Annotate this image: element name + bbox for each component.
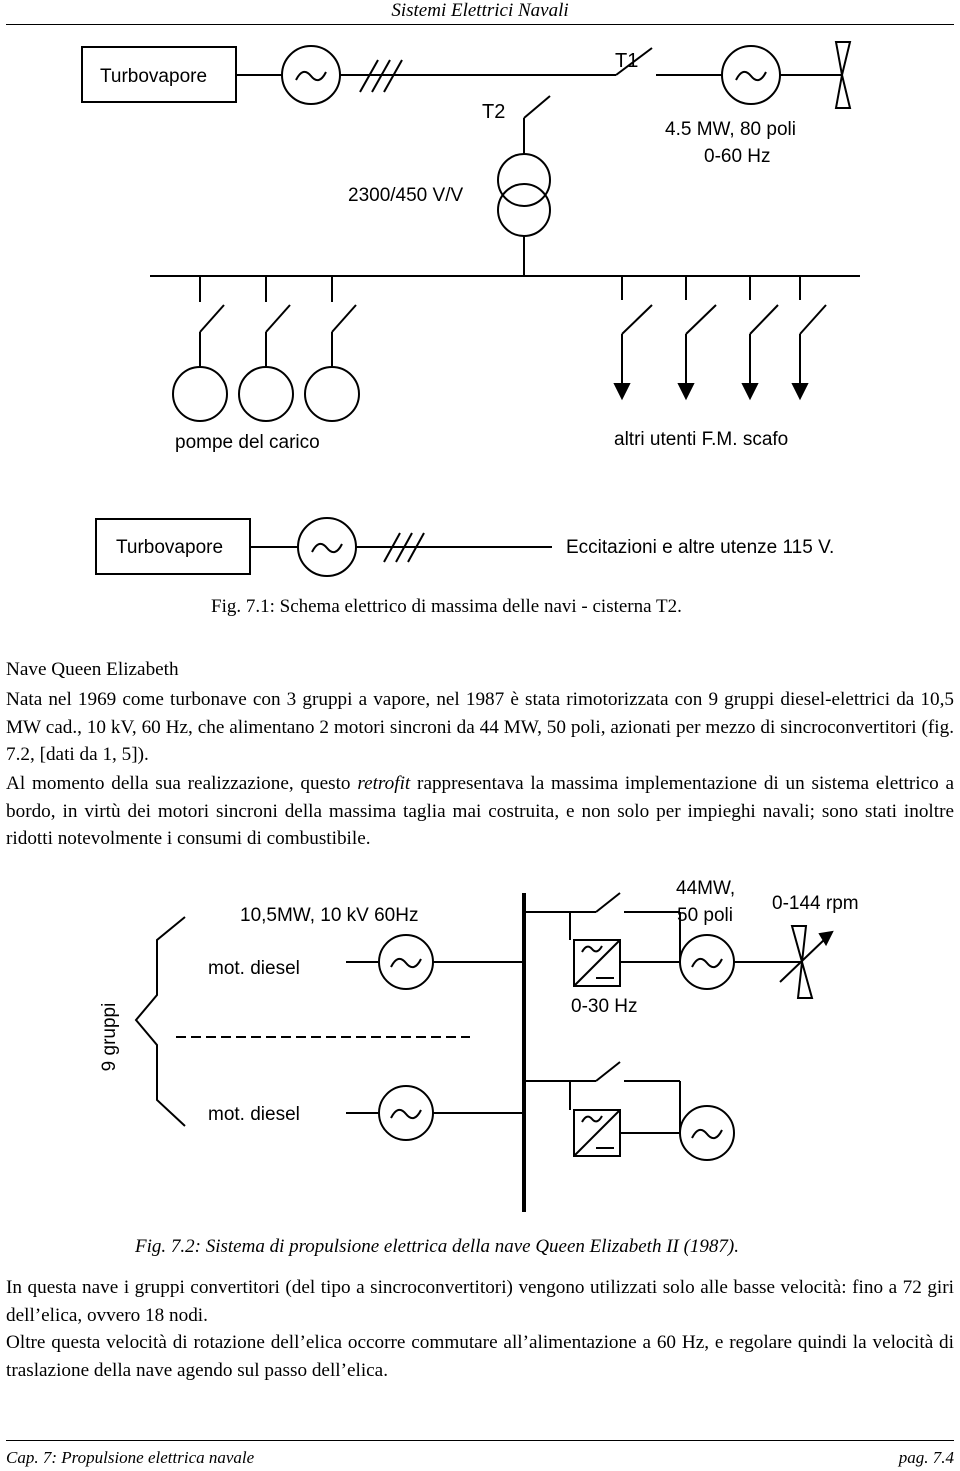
- footer-rule: [6, 1440, 954, 1441]
- label-turbovapore-top: Turbovapore: [100, 66, 208, 87]
- label-rpm-range: 0-144 rpm: [772, 893, 859, 914]
- paragraph-queen-elizabeth-history: Nata nel 1969 come turbonave con 3 gruppi a vapore, nel 1987 è stata rimotorizzata con 9 gruppi diesel-elettrici da 10,5 MW cad., 10 kV, 60 Hz, che alimentano 2 motori sincroni da 44 MW, 50 poli, azionati per mezzo di sincroconvertitori (fig. 7.2, [dati da 1, 5]).: [6, 689, 954, 765]
- running-header: Sistemi Elettrici Navali: [391, 0, 569, 21]
- label-t2: T2: [482, 101, 506, 123]
- label-converter-freq: 0-30 Hz: [571, 996, 638, 1017]
- paragraph-converter-use: In questa nave i gruppi convertitori (del tipo a sincroconvertitori) vengono utilizzati solo alle basse velocità: fino a 72 giri dell’elica, ovvero 18 nodi.: [6, 1277, 954, 1326]
- label-turbovapore-bottom: Turbovapore: [116, 537, 224, 558]
- footer-chapter: Cap. 7: Propulsione elettrica navale: [6, 1448, 255, 1467]
- propeller-icon: [792, 926, 806, 962]
- label-excitation: Eccitazioni e altre utenze 115 V.: [566, 537, 835, 558]
- label-transformer-ratio: 2300/450 V/V: [348, 185, 464, 206]
- label-motor-spec: 4.5 MW, 80 poli: [665, 119, 796, 140]
- figure-caption-7-1: Fig. 7.1: Schema elettrico di massima delle navi - cisterna T2.: [211, 596, 682, 617]
- label-cargo-pumps: pompe del carico: [175, 432, 320, 453]
- figure-caption-7-2: Fig. 7.2: Sistema di propulsione elettrica della nave Queen Elizabeth II (1987).: [135, 1236, 740, 1257]
- switch-bypass-upper: [596, 893, 620, 912]
- label-motor-poles: 50 poli: [677, 905, 733, 926]
- group-bracket: [136, 917, 185, 1126]
- label-motor-freq: 0-60 Hz: [704, 146, 771, 167]
- label-diesel-top: mot. diesel: [208, 958, 300, 979]
- label-diesel-bottom: mot. diesel: [208, 1104, 300, 1125]
- paragraph-retrofit-lead: Al momento della sua realizzazione, questo: [6, 773, 358, 794]
- label-generator-spec: 10,5MW, 10 kV 60Hz: [240, 905, 419, 926]
- label-t1: T1: [615, 50, 639, 72]
- label-other-users: altri utenti F.M. scafo: [614, 429, 789, 450]
- switch-bypass-lower: [596, 1062, 620, 1081]
- label-motor-power: 44MW,: [676, 878, 736, 899]
- paragraph-retrofit-rest: rappresentava la massima implementazione di un sistema elettrico a bordo, in virtù dei motori sincroni della massima taglia mai costruita, e non solo per impieghi navali; sono stati inoltre ridotti notevolmente i consumi di combustibile.: [6, 773, 955, 849]
- emphasis-retrofit: retrofit: [357, 773, 411, 794]
- section-heading: Nave Queen Elizabeth: [6, 659, 179, 680]
- label-nine-groups: 9 gruppi: [99, 1002, 120, 1072]
- paragraph-pitch-control: Oltre questa velocità di rotazione dell’elica occorre commutare all’alimentazione a 60 Hz, e regolare quindi la velocità di traslazione della nave agendo sul passo dell’elica.: [6, 1332, 954, 1381]
- footer-page-number: pag. 7.4: [898, 1448, 954, 1467]
